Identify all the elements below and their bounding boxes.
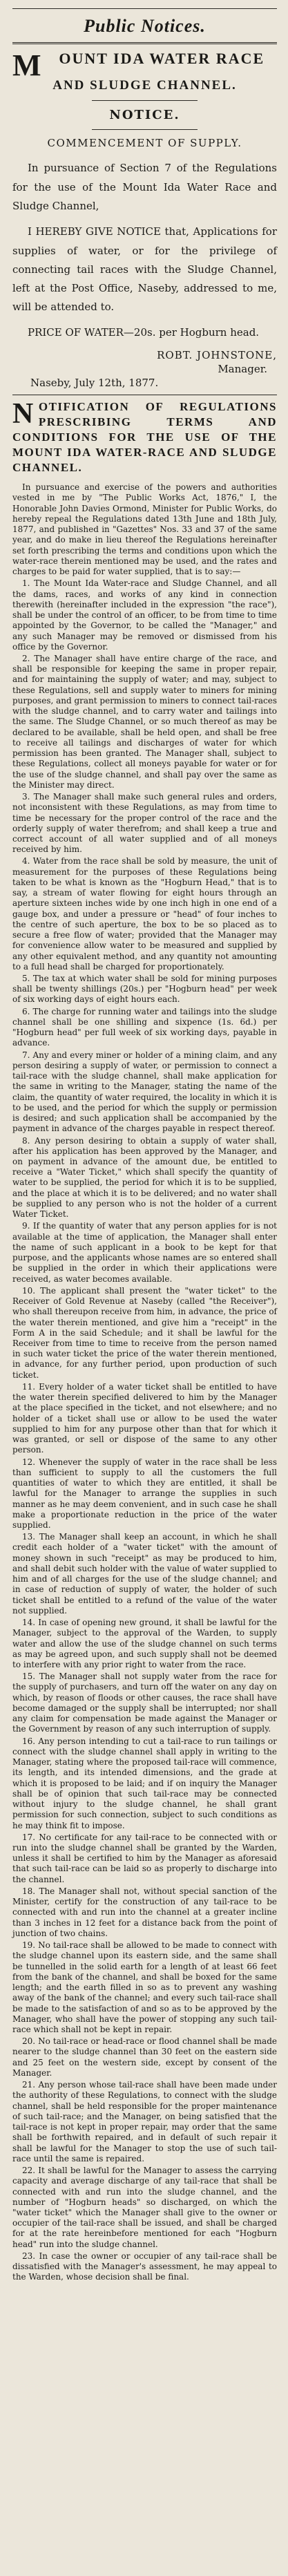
regulation-paragraph: 13. The Manager shall keep an account, in which he shall credit each holder of a "water ticket" with the amount of money shown in such "receipt" as may be produced to him, and shall debit such holder with the value of water supplied to him and of all charges for the use of the sludge channel; and in case of reduction of supply of water, the holder of such ticket shall be entitled to a refund of the value of the water not supplied. bbox=[12, 1532, 277, 1616]
notice-regulations bbox=[12, 399, 277, 2283]
regulation-paragraph: 6. The charge for running water and tailings into the sludge channel shall be one shilling and sixpence (1s. 6d.) per "Hogburn head" per full week of six working days, payable in advance. bbox=[12, 1006, 277, 1048]
regulation-paragraph: 19. No tail-race shall be allowed to be made to connect with the sludge channel upon its eastern side, and the same shall be tunnelled in the solid earth for a length of at least 66 feet from the bank of the channel, and shall be boxed for the same length; and the earth filled in so as to prevent any washing away of the bank of the channel; and every such tail-race shall be made to the satisfaction of and so as to be approved by the Manager, who shall have the power of stopping any such tail-race which shall not be kept in repair. bbox=[12, 1940, 277, 2034]
regulation-paragraph: 20. No tail-race or head-race or flood channel shall be made nearer to the sludge channel than 30 feet on the eastern side and 25 feet on the western side, except by consent of the Manager. bbox=[12, 2036, 277, 2078]
regulation-paragraph: 22. It shall be lawful for the Manager to assess the carrying capacity and average discharge of any tail-race that shall be connected with and run into the sludge channel, and the number of "Hogburn heads" so discharged, on which the "water ticket" which the Manager shall give to the owner or occupier of the tail-race shall be issued, and shall be charged for at the rate hereinbefore mentioned for each "Hogburn head" run into the sludge channel. bbox=[12, 2166, 277, 2249]
regulation-paragraph: 1. The Mount Ida Water-race and Sludge Channel, and all the dams, races, and works of any kind in connection therewith (hereinafter included in the expression "the race"), shall be under the control of an officer, to be from time to time appointed by the Governor, to be called the "Manager," and any such Manager may be removed or dismissed from his office by the Governor. bbox=[12, 578, 277, 652]
regulation-paragraph: 10. The applicant shall present the "water ticket" to the Receiver of Gold Revenue at Naseby (called "the Receiver"), who shall thereupon receive from him, in advance, the price of the water therein mentioned, and give him a "receipt" in the Form A in the said Schedule; and it shall be lawful for the Receiver from time to time to receive from the person named in such water ticket the price of the water therein mentioned, in advance, for any further period, upon production of such ticket. bbox=[12, 1285, 277, 1380]
regulations-title-dropcap: N bbox=[12, 397, 35, 430]
notice-title bbox=[12, 48, 277, 82]
signature-name: ROBT. JOHNSTONE, bbox=[157, 348, 277, 361]
notice-subtitle: AND SLUDGE CHANNEL. bbox=[52, 78, 237, 93]
regulation-paragraph: 16. Any person intending to cut a tail-race to run tailings or connect with the sludge channel shall apply in writing to the Manager, stating where the proposed tail-race will commence, its length, and its intended dimensions, and the grade at which it is proposed to be laid; and if on inquiry the Manager shall be of opinion that such tail-race may be connected without injury to the sludge channel, he shall grant permission for such connection, subject to such conditions as he may think fit to impose. bbox=[12, 1736, 277, 1830]
section-heading: Public Notices. bbox=[84, 16, 206, 36]
regulation-paragraph: 12. Whenever the supply of water in the race shall be less than sufficient to supply to all the customers the full quantities of water to which they are entitled, it shall be lawful for the Manager to arrange the supplies in such manner as he may deem convenient, and in such case he shall make a proportionate reduction in the price of the water supplied. bbox=[12, 1457, 277, 1530]
price-line: PRICE OF WATER—20s. per Hogburn head. bbox=[28, 325, 260, 339]
regulation-paragraph: 7. Any and every miner or holder of a mining claim, and any person desiring a supply of water, or permission to connect a tail-race with the sludge channel, shall make application for the same in writing to the Manager, stating the name of the claim, the quantity of water required, the locality in which it is to be used, and the period for which the supply or permission is desired; and such application shall be accompanied by the payment in advance of the charges payable in respect thereof. bbox=[12, 1050, 277, 1134]
notice-label: NOTICE. bbox=[109, 108, 180, 123]
regulation-paragraph: 9. If the quantity of water that any person applies for is not available at the time of application, the Manager shall enter the name of such applicant in a book to be kept for that purpose, and the applicants whose names are so entered shall be supplied in the order in which their applications were received, as water becomes available. bbox=[12, 1221, 277, 1284]
notice-title-text: OUNT IDA WATER RACE bbox=[59, 50, 265, 67]
regulation-paragraph: 15. The Manager shall not supply water from the race for the supply of purchasers, and turn off the water on any day on which, by reason of floods or other causes, the race shall have become damaged or the supply shall be interrupted; nor shall any claim for compensation be made against the Manager or the Government by reason of any such interruption of supply. bbox=[12, 1671, 277, 1734]
regulation-paragraph: 17. No certificate for any tail-race to be connected with or run into the sludge channel shall be granted by the Warden, unless it shall be certified to him by the Manager as aforesaid that such tail-race can be laid so as properly to discharge into the channel. bbox=[12, 1832, 277, 1884]
commencement-heading: COMMENCEMENT OF SUPPLY. bbox=[47, 137, 242, 150]
regulation-paragraph: 5. The tax at which water shall be sold for mining purposes shall be twenty shillings (20s.) per "Hogburn head" per week of six working days of eight hours each. bbox=[12, 974, 277, 1005]
regulations-title-text: OTIFICATION OF REGULATIONS PRESCRIBING TERMS AND CONDITIONS FOR THE USE OF THE MOUNT IDA WATER-RACE AND SLUDGE CHANNEL. bbox=[12, 399, 277, 475]
regulation-paragraph: 8. Any person desiring to obtain a supply of water shall, after his application has been approved by the Manager, and on payment in advance of the amount due, be entitled to receive a "Water Ticket," which shall specify the quantity of water to be supplied, the period for which it is to be supplied, and the place at which it is to be delivered; and no water shall be supplied to any person who is not the holder of a current Water Ticket. bbox=[12, 1135, 277, 1220]
notice-paragraph: I HEREBY GIVE NOTICE that, Applications for supplies of water, or for the privilege of connecting tail races with the Sludge Channel, left at the Post Office, Naseby, addressed to me, will be attended to. bbox=[12, 225, 277, 314]
regulation-paragraph: 11. Every holder of a water ticket shall be entitled to have the water therein specified delivered to him by the Manager at the place specified in the ticket, and not elsewhere; and no holder of a ticket shall use or allow to be used the water supplied to him for any purpose other than that for which it was granted, or sell or dispose of the same to any other person. bbox=[12, 1381, 277, 1455]
top-rule bbox=[12, 8, 277, 9]
regulation-paragraph: 4. Water from the race shall be sold by measure, the unit of measurement for the purposes of these Regulations being taken to be what is known as the "Hogburn Head," that is to say, a stream of water flowing for eight hours through an aperture sixteen inches wide by one inch high in one end of a gauge box, and under a pressure or "head" of four inches to the centre of such aperture, the box to be so placed as to secure a free flow of water; provided that the Manager may for convenience allow water to be measured and supplied by any other equivalent method, and any quantity not amounting to a full head shall be charged for proportionately. bbox=[12, 856, 277, 972]
regulation-paragraph: In pursuance and exercise of the powers and authorities vested in me by "The Public Works Act, 1876," I, the Honorable John Davies Ormond, Minister for Public Works, do hereby repeal the Regulations dated 13th June and 18th July, 1877, and published in "Gazettes" Nos. 33 and 37 of the same year, and do make in lieu thereof the Regulations hereinafter set forth prescribing the terms and conditions upon which the water-race therein mentioned may be used, and the rates and charges to be paid for water supplied, that is to say:— bbox=[12, 482, 277, 577]
divider bbox=[92, 129, 198, 130]
notice-title-dropcap: M bbox=[12, 48, 43, 82]
regulation-paragraph: 21. Any person whose tail-race shall have been made under the authority of these Regulations, to connect with the sludge channel, shall be held responsible for the proper maintenance of such tail-race; and the Manager, on being satisfied that the tail-race is not kept in proper repair, may order that the same shall be forthwith repaired, and in default of such repair it shall be lawful for the Manager to stop the use of such tail-race until the same is repaired. bbox=[12, 2080, 277, 2163]
regulations-body bbox=[12, 482, 277, 2282]
notice-mount-ida-supply bbox=[12, 50, 277, 389]
regulations-title bbox=[12, 399, 277, 475]
regulation-paragraph: 14. In case of opening new ground, it shall be lawful for the Manager, subject to the approval of the Warden, to supply water and allow the use of the sludge channel on such terms as may be agreed upon, and such supply shall not be deemed to interfere with any prior right to water from the race. bbox=[12, 1618, 277, 1670]
notice-paragraph: In pursuance of Section 7 of the Regulations for the use of the Mount Ida Water Race and Sludge Channel, bbox=[12, 162, 277, 212]
heading-rule bbox=[12, 42, 277, 44]
divider bbox=[92, 100, 198, 101]
dateline: Naseby, July 12th, 1877. bbox=[30, 376, 159, 389]
regulation-paragraph: 3. The Manager shall make such general rules and orders, not inconsistent with these Regulations, as may from time to time be necessary for the proper control of the race and the orderly supply of water therefrom; and shall keep a true and correct account of all water supplied and of all moneys received by him. bbox=[12, 792, 277, 855]
regulation-paragraph: 23. In case the owner or occupier of any tail-race shall be dissatisfied with the Manager's assessment, he may appeal to the Warden, whose decision shall be final. bbox=[12, 2251, 277, 2282]
signature-role: Manager. bbox=[218, 362, 267, 375]
regulation-paragraph: 2. The Manager shall have entire charge of the race, and shall be responsible for keeping the same in proper repair, and for maintaining the supply of water; and may, subject to these Regulations, sell and supply water to miners for mining purposes, and grant permission to miners to connect tail-races with the sludge channel, and to carry water and tailings into the same. The Sludge Channel, or so much thereof as may be declared to be available, shall be held open, and shall be free to receive all tailings and discharges of water for which permission has been granted. The Manager shall, subject to these Regulations, collect all moneys payable for water or for the use of the sludge channel, and shall pay over the same as the Minister may direct. bbox=[12, 653, 277, 790]
regulation-paragraph: 18. The Manager shall not, without special sanction of the Minister, certify for the construction of any tail-race to be connected with and run into the channel at a greater incline than 3 inches in 12 feet for a distance back from the point of junction of two chains. bbox=[12, 1886, 277, 1938]
